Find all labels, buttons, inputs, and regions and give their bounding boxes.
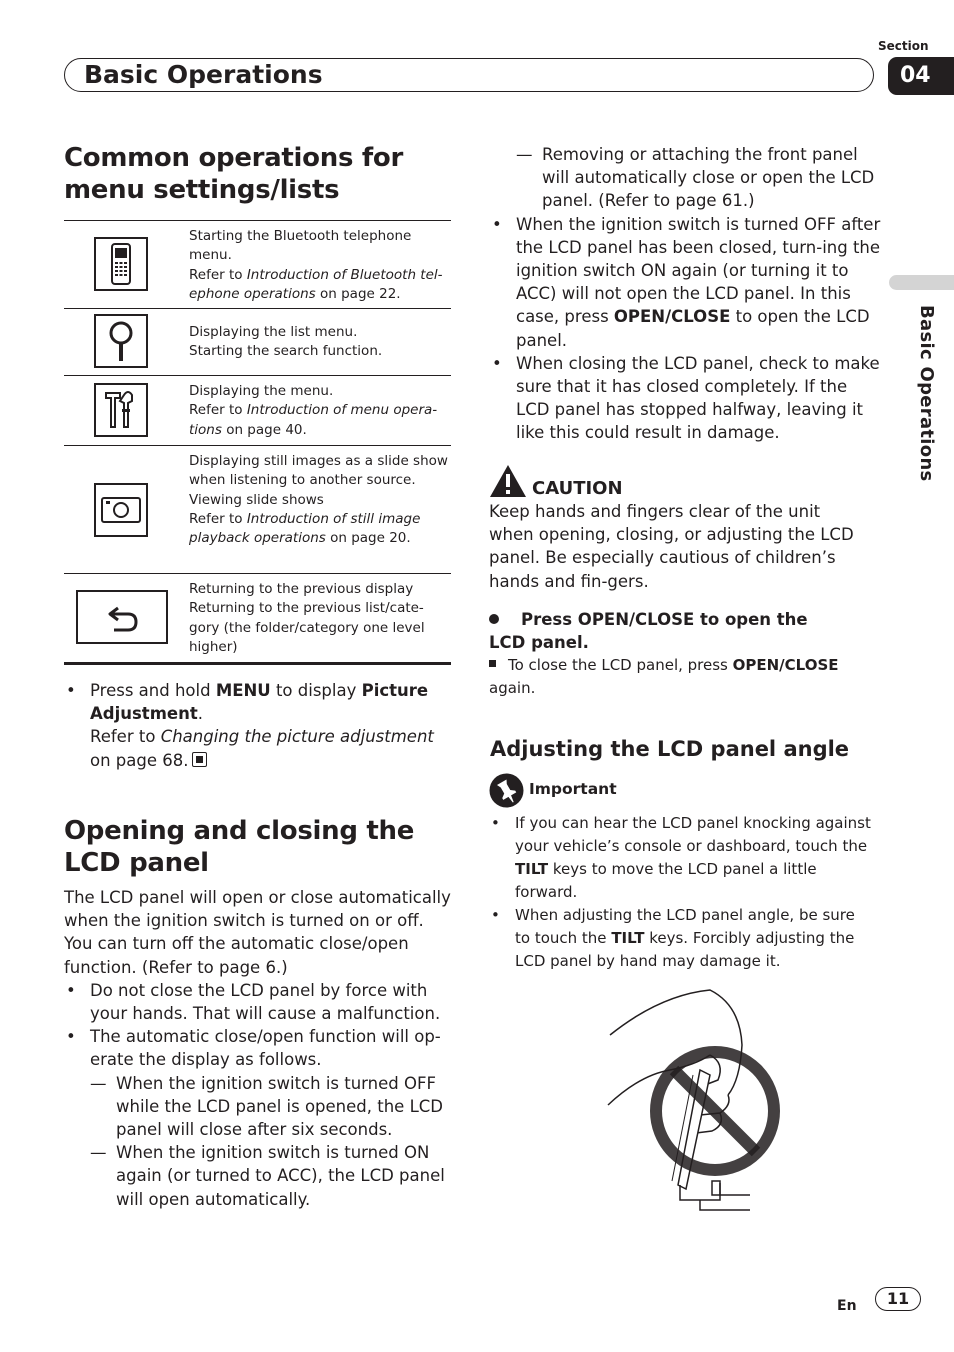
search-icon [94, 314, 148, 372]
list-item: • Do not close the LCD panel by force with your hands. That will cause a malfunction. [64, 979, 456, 1025]
section-number-badge: 04 [888, 57, 954, 95]
opening-body [64, 886, 456, 1211]
table-row [64, 220, 451, 309]
tools-icon [94, 383, 148, 441]
row-description: Displaying still images as a slide show when listening to another source. Viewing slide shows Refer to Introduction of still image playback operations on page 20. [189, 453, 448, 547]
camera-icon [94, 483, 148, 541]
subsection-heading-adjust: Adjusting the LCD panel angle [490, 737, 850, 761]
section-heading-opening-closing: Opening and closing the LCD panel [64, 816, 415, 878]
row-description: Returning to the previous display Returning to the previous list/cate-gory (the folder/category one level higher) [189, 581, 425, 655]
note-square-icon [489, 660, 496, 667]
phone-icon [94, 237, 148, 295]
opening-body-continued [490, 143, 882, 445]
step-note: To close the LCD panel, press OPEN/CLOSE again. [489, 656, 839, 697]
important-title: Important [529, 780, 617, 798]
page-header-title: Basic Operations [84, 60, 323, 89]
warning-icon [489, 464, 527, 502]
list-item: • Press and hold MENU to display Picture Adjustment. Refer to Changing the picture adjustment on page 68. [64, 679, 454, 772]
side-tab-label: Basic Operations [916, 305, 937, 482]
step-instruction: Press OPEN/CLOSE to open the LCD panel. [489, 610, 808, 652]
list-item: • The automatic close/open function will op-erate the display as follows. — When the ignition switch is turned OFF while the LCD panel is opened, the LCD panel will close after six seconds. — When the ignition switch is turned ON again (or turned to ACC), the LCD panel will open automatically. [64, 1025, 456, 1211]
prohibited-hand-adjust-illustration [600, 985, 790, 1219]
section-label: Section [878, 39, 929, 53]
dash-item: — When the ignition switch is turned ON again (or turned to ACC), the LCD panel will open automatically. [90, 1141, 456, 1211]
table-row [64, 375, 451, 446]
intro-paragraph: The LCD panel will open or close automatically when the ignition switch is turned on or off. You can turn off the automatic close/open function. (Refer to page 6.) [64, 888, 451, 977]
row-description: Displaying the list menu. Starting the search function. [189, 324, 383, 360]
page-number: 11 [875, 1287, 921, 1311]
menu-bullet [64, 679, 454, 772]
table-row [64, 445, 451, 574]
caution-title: CAUTION [532, 478, 623, 499]
list-item: • When closing the LCD panel, check to make sure that it has closed completely. If the LCD panel has stopped halfway, leaving it like this could result in damage. [490, 352, 882, 445]
list-item: • When the ignition switch is turned OFF after the LCD panel has been closed, turn-ing the ignition switch ON again (or turning it to ACC) will not open the LCD panel. In this case, press OPEN/CLOSE to open the LCD panel. [490, 213, 882, 352]
dash-item: — When the ignition switch is turned OFF while the LCD panel is opened, the LCD panel will close after six seconds. [90, 1072, 456, 1142]
table-row [64, 573, 451, 665]
list-item: • If you can hear the LCD panel knocking against your vehicle’s console or dashboard, touch the TILT keys to move the LCD panel a little forward. [489, 812, 874, 904]
dash-item: — Removing or attaching the front panel will automatically close or open the LCD panel. (Refer to page 61.) [516, 143, 882, 213]
list-item: • When adjusting the LCD panel angle, be sure to touch the TILT keys. Forcibly adjusting the LCD panel by hand may damage it. [489, 904, 874, 973]
section-heading-common-operations: Common operations for menu settings/lists [64, 143, 403, 205]
row-description: Starting the Bluetooth telephone menu. Refer to Introduction of Bluetooth tel-ephone operations on page 22. [189, 228, 443, 302]
important-icon [489, 773, 524, 812]
back-icon [76, 590, 168, 648]
footer-language: En [837, 1298, 857, 1314]
important-list [489, 812, 874, 973]
row-description: Displaying the menu. Refer to Introduction of menu opera-tions on page 40. [189, 383, 438, 438]
table-row [64, 308, 451, 376]
side-tab-marker [889, 275, 954, 290]
step-bullet [489, 614, 499, 624]
caution-text: Keep hands and fingers clear of the unit when opening, closing, or adjusting the LCD panel. Be especially cautious of children’s hands and fin-gers. [489, 502, 854, 591]
end-mark-icon [192, 752, 207, 767]
